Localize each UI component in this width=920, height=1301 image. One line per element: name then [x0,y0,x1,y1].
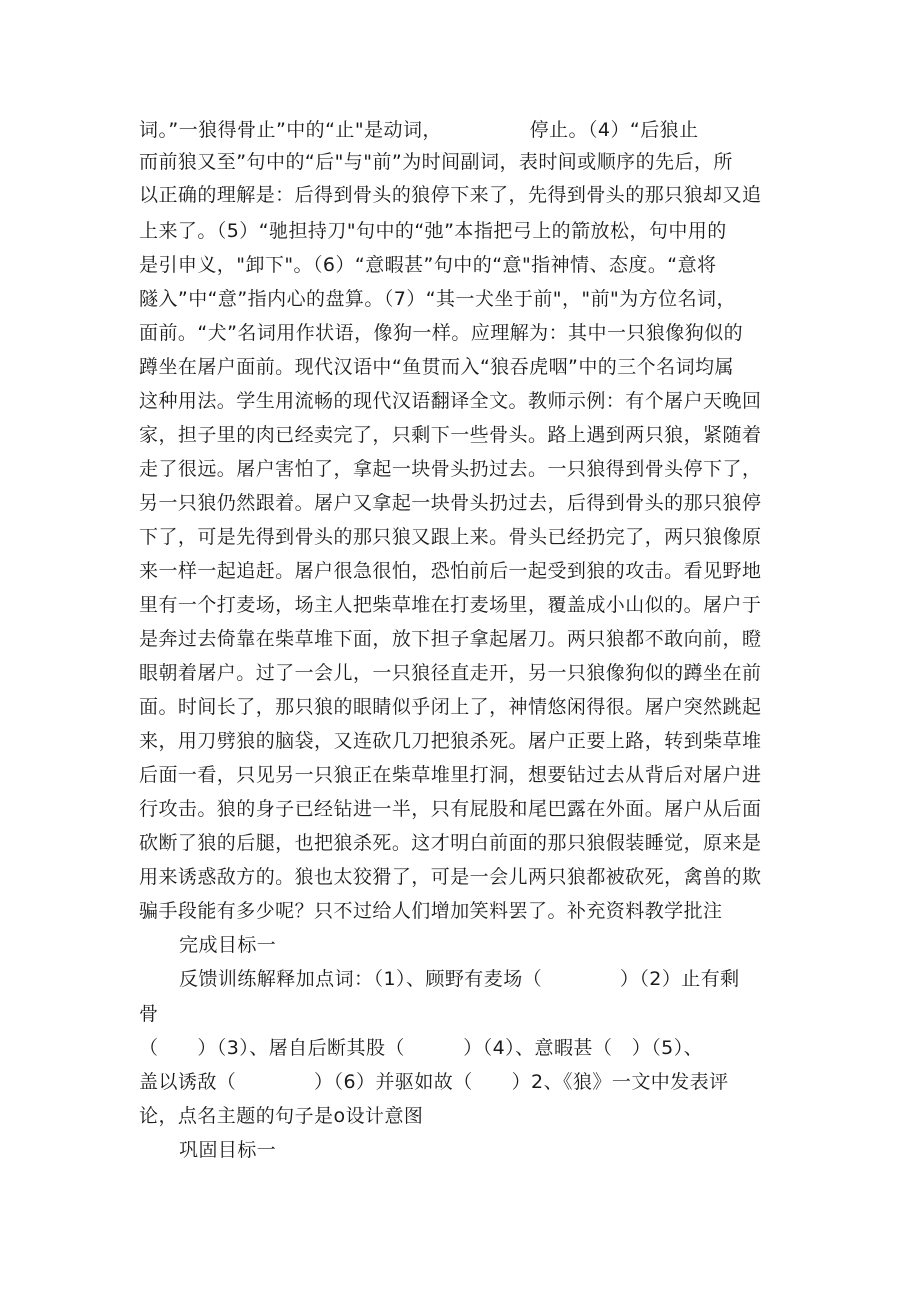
paragraph-line: 后面一看，只见另一只狼正在柴草堆里打洞，想要钻过去从背后对屠户进 [139,764,762,786]
paragraph-line: 下了，可是先得到骨头的那只狼又跟上来。骨头已经扔完了，两只狼像原 [139,526,762,548]
exercise-line: 反馈训练解释加点词：（1）、顾野有麦场（ ）（2）止有剩 [179,968,740,990]
paragraph-line: 砍断了狼的后腿，也把狼杀死。这才明白前面的那只狼假装睡觉，原来是 [139,832,762,854]
paragraph-line: 以正确的理解是：后得到骨头的狼停下来了，先得到骨头的那只狼却又追 [139,184,762,206]
section-heading-complete-goal: 完成目标一 [179,934,277,956]
exercise-line: 骨 [139,1003,159,1025]
paragraph-line: 行攻击。狼的身子已经钻进一半，只有屁股和尾巴露在外面。屠户从后面 [139,798,762,820]
paragraph-line: 是奔过去倚靠在柴草堆下面，放下担子拿起屠刀。两只狼都不敢向前，瞪 [139,628,762,650]
paragraph-line: 面。时间长了，那只狼的眼睛似乎闭上了，神情悠闲得很。屠户突然跳起 [139,696,762,718]
paragraph-line: 用来诱惑敌方的。狼也太狡猾了，可是一会儿两只狼都被砍死，禽兽的欺 [139,866,762,888]
paragraph-line: 蹲坐在屠户面前。现代汉语中“鱼贯而入“狼吞虎咽”中的三个名词均属 [139,356,734,378]
paragraph-line: 上来了。（5）“驰担持刀"句中的“弛”本指把弓上的箭放松，句中用的 [139,220,727,242]
paragraph-line: 骗手段能有多少呢？只不过给人们增加笑料罢了。补充资料教学批注 [139,900,723,922]
paragraph-line: 这种用法。学生用流畅的现代汉语翻译全文。教师示例：有个屠户天晚回 [139,390,762,412]
paragraph-line: 家，担子里的肉已经卖完了，只剩下一些骨头。路上遇到两只狼，紧随着 [139,424,762,446]
paragraph-line: 走了很远。屠户害怕了，拿起一块骨头扔过去。一只狼得到骨头停下了， [139,458,762,480]
paragraph-line: 词。”一狼得骨止”中的“止"是动词， 停止。（4）“后狼止 [139,119,699,141]
paragraph-line: 眼朝着屠户。过了一会儿，一只狼径直走开，另一只狼像狗似的蹲坐在前 [139,662,762,684]
paragraph-line: 来，用刀劈狼的脑袋，又连砍几刀把狼杀死。屠户正要上路，转到柴草堆 [139,730,762,752]
paragraph-line: 里有一个打麦场，场主人把柴草堆在打麦场里，覆盖成小山似的。屠户于 [139,594,762,616]
paragraph-line: 另一只狼仍然跟着。屠户又拿起一块骨头扔过去，后得到骨头的那只狼停 [139,492,762,514]
section-heading-consolidate-goal: 巩固目标一 [179,1139,277,1161]
exercise-line: （ ）（3）、屠自后断其股（ ）（4）、意暇甚（ ）（5）、 [139,1037,704,1059]
paragraph-line: 隧入”中“意”指内心的盘算。（7）“其一犬坐于前"，"前"为方位名词， [139,288,736,310]
paragraph-line: 来一样一起追赶。屠户很急很怕，恐怕前后一起受到狼的攻击。看见野地 [139,560,762,582]
exercise-line: 盖以诱敌（ ）（6）并驱如故（ ）2、《狼》一文中发表评 [139,1071,729,1093]
exercise-line: 论，点名主题的句子是o设计意图 [139,1105,424,1127]
paragraph-line: 面前。“犬”名词用作状语，像狗一样。应理解为：其中一只狼像狗似的 [139,322,744,344]
paragraph-line: 是引申义，"卸下"。（6）“意暇甚”句中的“意"指神情、态度。“意将 [139,254,717,276]
paragraph-line: 而前狼又至”句中的“后"与"前”为时间副词，表时间或顺序的先后，所 [139,151,733,173]
